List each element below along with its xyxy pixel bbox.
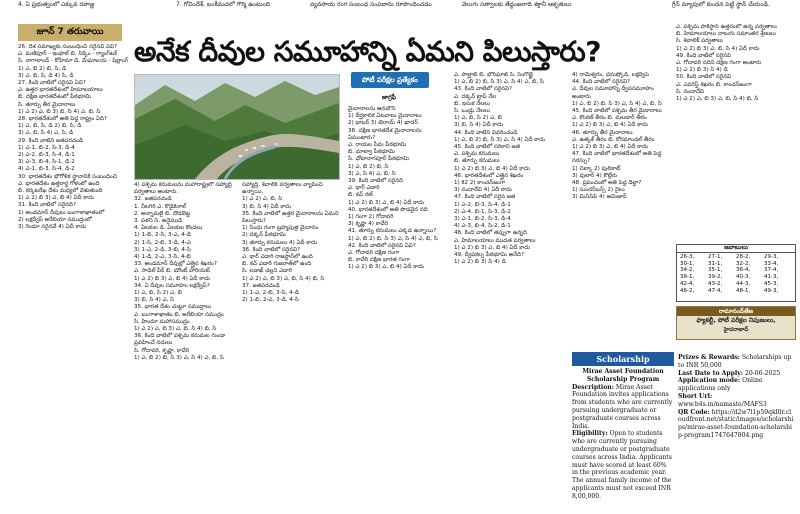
col1-line: ఎ. మణిపూర్ - ఇంఫాల్ బి. సిక్కిం - గ్యాంగ్‌టక్ bbox=[18, 51, 118, 58]
col4-line: 1) దీర్ఘకాలిక ఏటవాలు మైదానాలు bbox=[348, 113, 422, 120]
col5-line: 44. కింది వాటిని వివరించండి bbox=[454, 129, 518, 136]
col5-line: 1) ఎ-2, బి-3, సి-4, డి-1 bbox=[454, 201, 511, 208]
valley-photo bbox=[134, 74, 340, 180]
col1-line: 1) ఎ 2) ఎ, బి 3) బి, సి 4) ఎ, బి, సి bbox=[18, 108, 101, 115]
col5-line: 2) ఎ-4, బి-1, సి-3, డి-2 bbox=[454, 208, 511, 215]
col1-line: 30. భారతదేశం భౌగోళిక స్థానానికి సంబంధించి bbox=[18, 173, 118, 180]
col1-line: 1) ఎ, బి, సి, డి 2) బి, సి, డి bbox=[18, 123, 82, 130]
right-col-line: 50. కింది వాటిలో సరైనవి bbox=[676, 74, 732, 81]
col1-line: ఎ. ఉత్తర భారతదేశంలో హిమాలయాలు bbox=[18, 87, 103, 94]
col3-line: 2) 1-బి, 2-ఎ, 3-డి, 4-సి bbox=[242, 297, 299, 304]
col2-line: 32. జతపరచండి bbox=[134, 196, 172, 203]
col1-line: 3) ఎ-3, బి-4, సి-1, డి-2 bbox=[18, 159, 75, 166]
strip-text-4: వెలుగు సత్వాలకు తేద్ధంజలాది శక్తానీ ఆకృతులు bbox=[462, 1, 572, 8]
question-column-1 bbox=[18, 44, 130, 514]
col3-line: సి. లడాఖ్ చల్లని ఎడారి bbox=[242, 268, 293, 275]
col5-line: 1) ఎ, బి, సి 2) ఎ, బి bbox=[454, 115, 502, 122]
answers-header: జవాబులు bbox=[677, 245, 795, 253]
col5-line: 49. ద్వీపకల్ప పీఠభూమి అనేది? bbox=[454, 252, 525, 259]
col2-line: ఎ. సాడిల్ పీక్ బి. మౌంట్ హారియట్ bbox=[134, 268, 210, 275]
col4-line: సి. ఛోటానాగపూర్ పీఠభూమి bbox=[348, 156, 410, 163]
answer-cell: 35-1, bbox=[708, 267, 723, 274]
col5-line: సి. ఒండ్రు నేలలు bbox=[454, 108, 491, 115]
col2-line: 1) ఎ, బి 2) బి, సి 3) ఎ, సి 4) ఎ, బి, సి bbox=[134, 354, 224, 361]
col3-line: 1) ఎ 2) ఎ, బి 3) ఎ, బి, సి 4) బి, సి bbox=[242, 275, 325, 282]
right-col-line: ఎ. పశ్చిమ పాకిస్థాన్ ఉత్తరంలో ఉన్న పర్వతాలు bbox=[676, 24, 777, 30]
col4-line: 1) ఎ, బి 2) బి, సి bbox=[348, 163, 389, 170]
last-date-text: 20-06-2025 bbox=[744, 369, 781, 377]
col2-line: 3) బి, సి 4) ఎ, సి bbox=[134, 297, 175, 304]
answer-cell: 38-1, bbox=[680, 274, 695, 281]
col6-line: 1) ఎ 2) బి 3) ఎ, బి 4) ఏదీ కాదు bbox=[572, 122, 648, 129]
col1-line: 2) ఎ-2, బి-3, సి-4, డి-1 bbox=[18, 152, 75, 159]
col5-line: 46. భారతదేశంలో ఎత్తైన శిఖరం bbox=[454, 172, 524, 179]
col6-line: 1) ఎ, బి 2) బి, సి 3) ఎ, సి 4) ఎ, బి, సి bbox=[572, 100, 662, 107]
answer-cell: 30-1, bbox=[680, 260, 695, 267]
col6-line: 1) చిల్కా 2) పులికాట్ bbox=[572, 165, 621, 172]
col5-line: 48. కింది వాటిలో తప్పుగా ఉన్నది bbox=[454, 230, 527, 237]
col2-line: 4. ఏలకుల డి. ఏలకుల కొండలు bbox=[134, 225, 203, 232]
col5-line: ఎ. దక్కన్ ట్రాప్ నేల bbox=[454, 93, 497, 100]
col2-line: 3) 1-ఎ, 2-డి, 3-బి, 4-సి bbox=[134, 246, 191, 253]
previous-page-strip bbox=[0, 0, 800, 10]
answer-cell: 48-1, bbox=[736, 287, 751, 294]
scholarship-heading: Scholarship bbox=[572, 352, 674, 366]
col5-line: 4) ఎ-3, బి-4, సి-2, డి-1 bbox=[454, 223, 511, 230]
last-date-label: Last Date to Apply: bbox=[678, 369, 744, 377]
mode-label: Application mode: bbox=[678, 377, 741, 385]
col5-line: 3) ఎ-1, బి-2, సి-3, డి-4 bbox=[454, 216, 511, 223]
col2-line: 1) ఎ 2) ఎ, బి 3) ఎ, బి, సి 4) బి, సి bbox=[134, 326, 217, 333]
col5-line: బి. తూర్పు కనుమలు bbox=[454, 158, 500, 165]
col4-line: 3) ఎ, సి 4) ఎ, బి, సి bbox=[348, 170, 396, 177]
answer-cell: 41-3, bbox=[764, 274, 779, 281]
author-role: ఫ్యాకల్టీ, పోటీ పరీక్షల నిపుణులు, bbox=[696, 317, 776, 324]
eligibility-label: Eligibility: bbox=[572, 430, 608, 438]
answer-cell: 37-4, bbox=[764, 267, 779, 274]
col1-line: 1) ఎ 2) బి 3) ఎ, బి 4) ఏదీ కాదు bbox=[18, 195, 94, 202]
col2-line: 3. పళని సి. అనైముడి bbox=[134, 218, 183, 225]
col1-line: 4) ఎ-1, బి-3, సి-4, డి-2 bbox=[18, 166, 75, 173]
col5-line: 1) కె2 2) కాంచన్‌జంగా bbox=[454, 180, 506, 187]
page-headline: అనేక దీవుల సమూహాన్ని ఏమని పిలుస్తారు? bbox=[134, 35, 601, 68]
strip-text-1: 4. ఏ ప్రభుత్వంలో ఎక్కువ రవాణ్ణ bbox=[18, 1, 95, 8]
col2-line: 1) ఎ 2) బి 3) ఎ, బి 4) ఏదీ కాదు bbox=[134, 275, 210, 282]
col3-line: 3) బి, సి 4) ఏదీ కాదు bbox=[242, 203, 292, 210]
col1-line: 26. దేశ సమాఖ్యకు సంబంధించి సరైనవి ఏవి? bbox=[18, 44, 117, 50]
col2-line: 2) 1-సి, 2-బి, 3-డి, 4-ఎ bbox=[134, 239, 191, 246]
strip-text-3: వ్యవసాయ రంగ సంబంధ సంపదాను రూపొందించడం bbox=[310, 1, 432, 8]
right-col-line: బి. హిమాలయాలు నాలుగు సమాంతర శ్రేణులు bbox=[676, 31, 776, 38]
right-col-line: ఎ. గోదావరి నదిని దక్షిణ గంగా అంటారు bbox=[676, 60, 762, 67]
question-column-3 bbox=[242, 182, 342, 514]
strip-text-5: గ్రీన్ మ్యాపులో కుందన పెట్టి స్థాన్ చేయండి. bbox=[672, 1, 770, 8]
col4-line: 39. కింది వాటిలో సరైనది bbox=[348, 178, 403, 185]
answer-cell: 44-3, bbox=[736, 280, 751, 287]
col4-line: 38. దక్షిణ భారతదేశ మైదానాలను ఏమంటారు? bbox=[348, 127, 422, 141]
right-col-line: సి. శివాలిక్ పర్వతాలు bbox=[676, 38, 724, 45]
question-column-7 bbox=[676, 24, 794, 242]
answer-cell: 27-1, bbox=[708, 253, 723, 260]
answer-cell: 34-2, bbox=[680, 267, 695, 274]
right-col-line: 1) ఎ 2) బి 3) ఎ, బి, సి 4) ఏదీ కాదు bbox=[676, 45, 760, 52]
strip-text-2: 7. గోవిందేశ్, బంకీమచలో గౌర్మి ఉంటుంది bbox=[176, 1, 271, 8]
question-column-2 bbox=[134, 182, 238, 514]
col1-line: 3) ఎ, బి, సి 4) ఎ, సి, డి bbox=[18, 130, 74, 137]
eligibility-text: Open to students who are currently pursuing undergraduate or postgraduate courses across India. Applicants must have scored at least 60% in the previous academic year. The annual family income of the applicants must not exceed INR 8,00,000. bbox=[572, 430, 672, 500]
author-box bbox=[676, 306, 796, 340]
question-column-5 bbox=[454, 72, 566, 514]
col6-line: 47. కింది వాటిలో భారతదేశంలో అతి పెద్ద సరస్సు? bbox=[572, 151, 662, 165]
col6-line: ఎ. కొంకణ్ తీరం బి. మలబార్ తీరం bbox=[572, 115, 647, 122]
answer-cell: 42-4, bbox=[680, 280, 695, 287]
col2-line: సి. హిందూ మహాసముద్రం bbox=[134, 318, 190, 325]
col6-line: ఎ. దీవుల సమూహాన్ని ద్వీపసమూహం అంటారు bbox=[572, 86, 654, 100]
col1-line: 31. కింది వాటిలో సరైనది? bbox=[18, 202, 76, 209]
col4-line: 3) కృష్ణా 4) కావేరి bbox=[348, 221, 388, 228]
col4-line: 1) ఎ 2) బి 3) ఎ, బి 4) ఏదీ కాదు bbox=[348, 264, 424, 271]
col4-line: మైదానాలను ఆనుకొని bbox=[348, 106, 396, 112]
answer-cell: 39-2, bbox=[708, 274, 723, 281]
col1-line: 27. కింది వాటిలో సరైనవి ఏవి? bbox=[18, 80, 86, 87]
col1-line: 28. భారతదేశంలో అతి పెద్ద రాష్ట్రం ఏది? bbox=[18, 116, 107, 123]
col3-line: బి. కచ్ ఎడారి గుజరాత్‌లో ఉంది bbox=[242, 261, 312, 268]
col6-line: 1) ఎ 2) బి 3) ఎ, బి 4) ఏదీ కాదు bbox=[572, 144, 648, 151]
prizes-label: Prizes & Rewards: bbox=[678, 354, 740, 361]
col3-line: 1) 1-ఎ, 2-బి, 3-సి, 4-డి bbox=[242, 290, 299, 297]
col5-line: 45. కింది వాటిలో సరికాని జత bbox=[454, 144, 520, 151]
col5-line: 1) ఎ, బి 2) బి, సి 3) ఎ, సి 4) ఎ, బి, సి bbox=[454, 79, 544, 86]
section-subject: జాగ్రఫీ bbox=[381, 94, 397, 101]
question-column-4 bbox=[348, 106, 448, 514]
answer-cell: 32-2, bbox=[736, 260, 751, 267]
answer-cell: 31-1, bbox=[708, 260, 723, 267]
col4-line: బి. మాల్వా పీఠభూమి bbox=[348, 149, 395, 156]
prizes-text: Scholarships up to INR 50,000 bbox=[678, 354, 792, 369]
col3-line: 35. కింది వాటిలో ఉత్తర మైదానాలను ఏమని పిలుస్తారు? bbox=[242, 210, 339, 225]
col4-line: ఎ. రాయల సీమ పీఠభూమి bbox=[348, 142, 407, 149]
col5-line: 1) ఎ 2) బి 3) ఎ, బి 4) ఏదీ కాదు bbox=[454, 165, 530, 172]
col6-line: ఎ. ఉత్కళ్ తీరం బి. కోరమాండల్ తీరం bbox=[572, 136, 655, 143]
col2-line: 2. అన్నామలై బి. దొడబెట్ట bbox=[134, 210, 191, 217]
col6-line: 3) మిసిసిపి 4) అమెజాన్ bbox=[572, 194, 627, 201]
answers-grid bbox=[677, 253, 795, 296]
col5-line: 1) ఎ 2) బి 3) సి 4) డి bbox=[454, 259, 506, 266]
col5-line: ఎ. పాల్ఘాట్ బి. భోర్‌ఘాట్ సి. సెంగోట్టై bbox=[454, 72, 533, 78]
col3-line: సహ్యాద్రి, శివాలిక్ పర్వతాలు వ్యాపించి ఉన్నాయి. bbox=[242, 182, 323, 196]
col6-line: 45. కింది వాటిలో పశ్చిమ తీర మైదానాలు bbox=[572, 108, 662, 115]
col2-line: 4) 1-డి, 2-ఎ, 3-సి, 4-బి bbox=[134, 254, 191, 261]
col2-line: ఎ. బంగాళాఖాతం బి. అరేబియా సముద్రం bbox=[134, 311, 224, 318]
right-col-line: ఎ. ఎవరెస్ట్ శిఖరం బి. కాంచన్‌జంగా bbox=[676, 81, 752, 88]
scholarship-column-1 bbox=[572, 368, 674, 514]
col1-line: బి. కర్కటరేఖ దేశం మధ్యలో వెళుతుంది bbox=[18, 188, 103, 195]
col2-line: 4) పశ్చిమ కనుమలను మహారాష్ట్రలో సహ్యాద్రి పర్వతాలు అంటారు. bbox=[134, 182, 232, 196]
answer-cell: 46-2, bbox=[680, 287, 695, 294]
col1-line: 2) లక్షద్వీప్ అరేబియా సముద్రంలో bbox=[18, 216, 92, 223]
description-text: Mirae Asset Foundation invites applications from students who are currently pursuing undergraduate or postgraduate courses across India. bbox=[572, 383, 673, 430]
col3-line: ఎ. థార్ ఎడారి రాజస్థాన్‌లో ఉంది bbox=[242, 254, 313, 261]
answer-cell: 26-3, bbox=[680, 253, 695, 260]
col1-line: 1) ఎ, బి 2) బి, సి, డి bbox=[18, 65, 67, 72]
col1-line: 29. కింది వాటిని జతపరచండి bbox=[18, 137, 84, 144]
col4-line: ఎ. గోదావరి దక్షిణ గంగా bbox=[348, 250, 400, 257]
right-col-line: 1) ఎ 2) బి 3) సి 4) డి bbox=[676, 67, 728, 74]
answer-cell: 40-3, bbox=[736, 274, 751, 281]
right-col-line: 49. కింది వాటిలో సరైనవి bbox=[676, 52, 732, 59]
answer-cell: 43-2, bbox=[708, 280, 723, 287]
col4-line: బి. కావేరి దక్షిణ భారత గంగా bbox=[348, 257, 410, 264]
col3-line: 37. జతపరచండి bbox=[242, 282, 280, 289]
col6-line: 3) వులార్ 4) కొల్లేరు bbox=[572, 172, 618, 179]
col5-line: 3) నందాదేవి 4) ఏదీ కాదు bbox=[454, 187, 512, 194]
col1-line: 1) ఎ-1, బి-2, సి-3, డి-4 bbox=[18, 144, 75, 151]
right-col-line: 1) ఎ 2) ఎ, బి 3) ఎ, బి, సి 4) బి, సి bbox=[676, 96, 759, 103]
col3-line: 2) దక్కన్ పీఠభూమి bbox=[242, 232, 286, 239]
answer-cell: 45-3, bbox=[764, 280, 779, 287]
col2-line: 1) 1-బి, 2-సి, 3-ఎ, 4-డి bbox=[134, 232, 191, 239]
col2-line: 36. కింది వాటిలో పశ్చిమ కనుమల గుండా ప్రవహించే నదులు bbox=[134, 333, 226, 347]
question-column-6 bbox=[572, 72, 672, 348]
col2-line: 33. అండమాన్ దీవుల్లో ఎత్తైన శిఖరం? bbox=[134, 261, 217, 268]
author-city: హైదరాబాద్ bbox=[723, 327, 749, 333]
col2-line: 1) ఎ, బి, సి 2) ఎ, బి bbox=[134, 290, 182, 297]
col6-line: 48. ప్రపంచంలో అతి పెద్ద డెల్టా? bbox=[572, 180, 642, 187]
col2-line: 34. ఏ దీవుల సమూహం లక్షద్వీప్? bbox=[134, 282, 210, 289]
col3-line: 36. కింది వాటిలో సరైనవి? bbox=[242, 246, 300, 253]
right-col-line: సి. నందాదేవి bbox=[676, 88, 704, 95]
col1-line: 1) అండమాన్ దీవులు బంగాళాఖాతంలో bbox=[18, 209, 105, 216]
col4-line: 1) ఎ 2) బి 3) ఎ, బి 4) ఏదీ కాదు bbox=[348, 199, 424, 206]
col4-line: 42. కింది వాటిలో సరైనవి ఏవి? bbox=[348, 242, 416, 249]
col6-line: 4) రామేశ్వరం, ధనుష్కోడి, లక్షద్వీప్ bbox=[572, 72, 650, 78]
col3-line: 3) తూర్పు కనుమలు 4) ఏదీ కాదు bbox=[242, 239, 318, 246]
col5-line: 1) ఎ 2) బి 3) ఎ, బి 4) ఏదీ కాదు bbox=[454, 244, 530, 251]
answer-cell: 47-4, bbox=[708, 287, 723, 294]
answer-cell: 29-3, bbox=[764, 253, 779, 260]
col5-line: ఎ. పశ్చిమ కనుమలు bbox=[454, 151, 500, 158]
qr-code-link[interactable]: https://d2w7l1p59qkl0r.cloudfront.net/static/images/scholarships/mirae-asset-foundation-scholarship-program1747647804.png bbox=[678, 408, 794, 439]
col5-line: బి. ఇసుక నేలలు bbox=[454, 100, 491, 107]
description-label: Description: bbox=[572, 383, 614, 391]
continuation-label: జూన్ 7 తరువాయి bbox=[18, 24, 122, 41]
col6-line: 44. కింది వాటిలో సరైనవి? bbox=[572, 79, 630, 86]
col1-line: ఎ. భారతదేశం ఉత్తరార్థ గోళంలో ఉంది bbox=[18, 180, 100, 187]
col4-line: 2) భాబర్ 3) టెరాయ్ 4) ఖాదర్ bbox=[348, 120, 418, 127]
col4-line: 40. భారతదేశంలో అతి పొడవైన నది bbox=[348, 206, 428, 213]
col2-line: 1. నీలగిరి ఎ. కొడైకెనాల్ bbox=[134, 203, 187, 210]
col5-line: 43. కింది వాటిలో సరైనవి? bbox=[454, 86, 512, 93]
short-url-link[interactable]: www.b4s.in/namaste/MAFS3 bbox=[678, 400, 767, 408]
qr-label: QR Code: bbox=[678, 408, 710, 416]
col3-line: 1) ఎ 2) ఎ, బి, సి bbox=[242, 196, 283, 203]
answer-cell: 33-4, bbox=[764, 260, 779, 267]
author-name: రామానంద్‌తేజ bbox=[677, 307, 795, 316]
col1-line: బి. దక్షిణ భారతదేశంలో పీఠభూమి bbox=[18, 94, 92, 101]
col1-line: 3) ఎ, బి, సి, డి 4) సి, డి bbox=[18, 72, 74, 79]
col4-line: ఎ. థార్ ఎడారి bbox=[348, 185, 380, 192]
col4-line: 1) గంగా 2) గోదావరి bbox=[348, 214, 394, 221]
col4-line: 41. తూర్పు కనుమలు ఎక్కడ ఉన్నాయి? bbox=[348, 228, 437, 235]
scholarship-title: Mirae Asset Foundation Scholarship Program bbox=[582, 368, 664, 383]
col5-line: 47. కింది వాటిలో సరైన జత bbox=[454, 194, 516, 201]
answers-table bbox=[676, 244, 796, 302]
col3-line: 1) సింధు గంగా బ్రహ్మపుత్ర మైదానం bbox=[242, 225, 319, 232]
col2-line: 35. భారత దేశం చుట్టూ సముద్రాలు bbox=[134, 304, 212, 311]
col6-line: 1) సుందర్‌బన్స్ 2) నైలు bbox=[572, 187, 625, 194]
col1-line: సి. నాగాలాండ్ - కోహిమా డి. మేఘాలయ - షిల్లాంగ్ bbox=[18, 58, 129, 65]
col2-line: సి. గోదావరి, కృష్ణా, కావేరి bbox=[134, 347, 190, 354]
col6-line: 46. తూర్పు తీర మైదానాలు bbox=[572, 129, 633, 136]
col4-line: 1) ఎ, బి 2) బి, సి 3) ఎ, సి 4) ఎ, బి, సి bbox=[348, 235, 438, 242]
short-url-label: Short Url: bbox=[678, 392, 713, 400]
mode-text: Online applications only bbox=[678, 377, 763, 393]
col4-line: బి. కచ్ రణ్ bbox=[348, 192, 373, 199]
mountain-valley-image bbox=[135, 75, 339, 179]
col5-line: ఎ. హిమాలయాలు ముడత పర్వతాలు bbox=[454, 237, 536, 244]
answer-cell: 28-2, bbox=[736, 253, 751, 260]
col1-line: సి. తూర్పు తీర మైదానాలు bbox=[18, 101, 76, 108]
col5-line: 3) బి, సి 4) ఏదీ కాదు bbox=[454, 122, 504, 129]
col1-line: 3) రెండూ సరైనవే 4) ఏదీ కాదు bbox=[18, 224, 87, 231]
scholarship-column-2 bbox=[678, 354, 794, 514]
answer-cell: 49-3, bbox=[764, 287, 779, 294]
col5-line: 1) ఎ, బి 2) బి, సి 3) ఎ, సి 4) ఏదీ కాదు bbox=[454, 136, 545, 143]
section-tag: పోటీ పరీక్షల ప్రత్యేకం bbox=[351, 72, 429, 88]
answer-cell: 36-4, bbox=[736, 267, 751, 274]
